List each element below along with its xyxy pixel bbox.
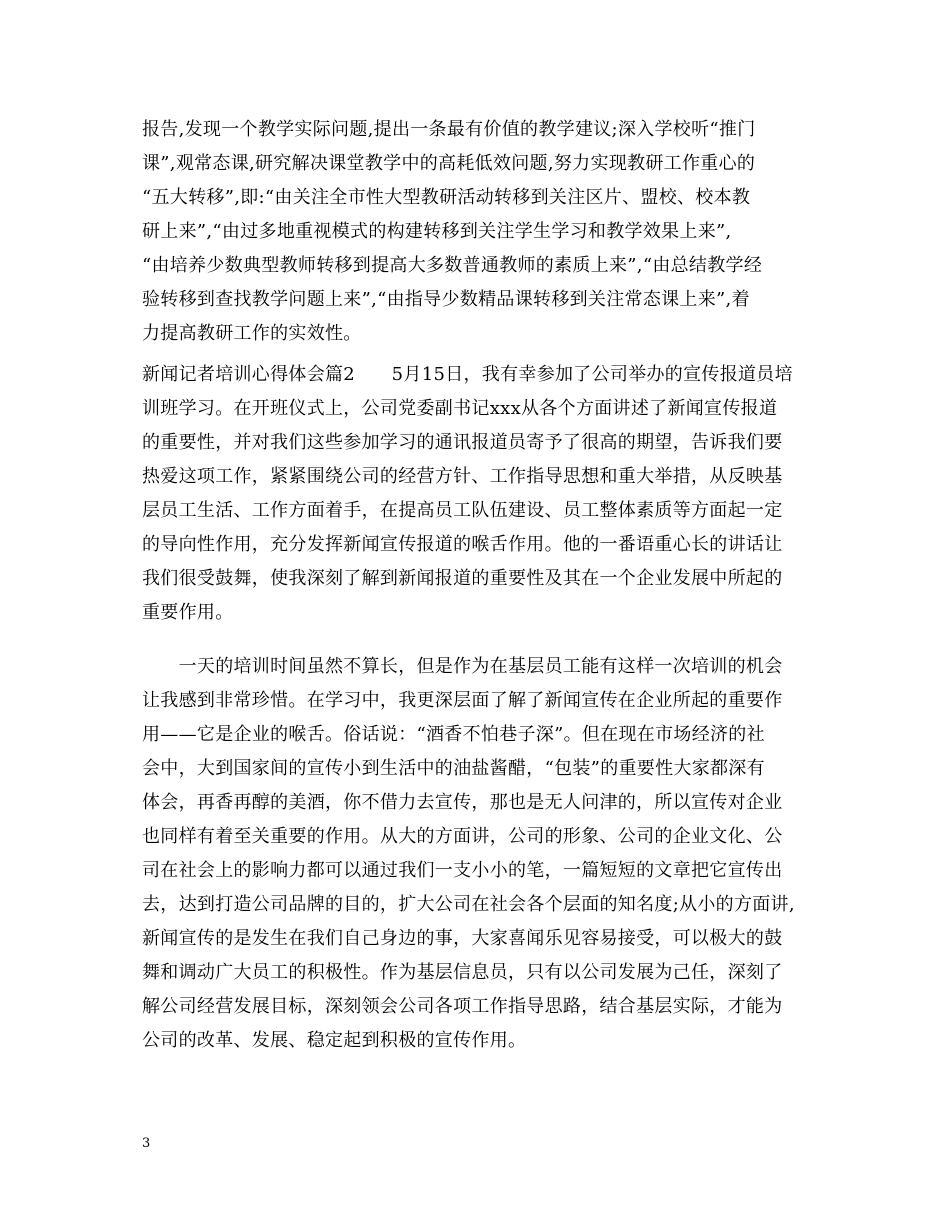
text-line: 重要作用。 — [142, 602, 234, 623]
text-line: 的导向性作用，充分发挥新闻宣传报道的喉舌作用。他的一番语重心长的讲话让 — [142, 534, 783, 555]
text-line: 用——它是企业的喉舌。俗话说：“酒香不怕巷子深”。但在现在市场经济的社 — [142, 724, 765, 745]
text-line: 报告,发现一个教学实际问题,提出一条最有价值的教学建议;深入学校听“推门 — [142, 119, 756, 140]
text-line: 训班学习。在开班仪式上，公司党委副书记xxx从各个方面讲述了新闻宣传报道 — [142, 398, 778, 419]
text-line: 我们很受鼓舞，使我深刻了解到新闻报道的重要性及其在一个企业发展中所起的 — [142, 568, 783, 589]
text-line: 去，达到打造公司品牌的目的，扩大公司在社会各个层面的知名度;从小的方面讲, — [142, 894, 795, 915]
text-line: “由培养少数典型教师转移到提高大多数普通教师的素质上来”,“由总结教学经 — [142, 255, 763, 276]
text-line: 舞和调动广大员工的积极性。作为基层信息员，只有以公司发展为己任，深刻了 — [142, 962, 783, 983]
text-line: 研上来”,“由过多地重视模式的构建转移到关注学生学习和教学效果上来”, — [142, 221, 732, 242]
text-line: 的重要性，并对我们这些参加学习的通讯报道员寄予了很高的期望，告诉我们要 — [142, 432, 783, 453]
paragraph-continuation — [142, 113, 812, 351]
text-line: 解公司经营发展目标，深刻领会公司各项工作指导思路，结合基层实际，才能为 — [142, 996, 783, 1017]
page-number: 3 — [142, 1136, 151, 1151]
text-line: 让我感到非常珍惜。在学习中，我更深层面了解了新闻宣传在企业所起的重要作 — [142, 690, 783, 711]
text-line: 公司的改革、发展、稳定起到积极的宣传作用。 — [142, 1030, 527, 1051]
text-line: 会中，大到国家间的宣传小到生活中的油盐酱醋，“包装”的重要性大家都深有 — [142, 758, 765, 779]
text-line: 力提高教研工作的实效性。 — [142, 323, 362, 344]
text-line: 层员工生活、工作方面着手，在提高员工队伍建设、员工整体素质等方面起一定 — [142, 500, 783, 521]
text-line: 一天的培训时间虽然不算长，但是作为在基层员工能有这样一次培训的机会 — [142, 656, 783, 677]
text-line: 新闻宣传的是发生在我们自己身边的事，大家喜闻乐见容易接受，可以极大的鼓 — [142, 928, 783, 949]
text-line: 验转移到查找教学问题上来”,“由指导少数精品课转移到关注常态课上来”,着 — [142, 289, 750, 310]
paragraph-body — [142, 650, 812, 1058]
text-line: 司在社会上的影响力都可以通过我们一支小小的笔，一篇短短的文章把它宣传出 — [142, 860, 783, 881]
text-line: 热爱这项工作，紧紧围绕公司的经营方针、工作指导思想和重大举措，从反映基 — [142, 466, 783, 487]
text-line: 课”,观常态课,研究解决课堂教学中的高耗低效问题,努力实现教研工作重心的 — [142, 153, 756, 174]
paragraph-section-title — [142, 358, 812, 630]
text-line: 新闻记者培训心得体会篇2 5月15日，我有幸参加了公司举办的宣传报道员培 — [142, 364, 793, 385]
text-line: 体会，再香再醇的美酒，你不借力去宣传，那也是无人问津的，所以宣传对企业 — [142, 792, 783, 813]
text-line: 也同样有着至关重要的作用。从大的方面讲，公司的形象、公司的企业文化、公 — [142, 826, 783, 847]
text-line: “五大转移”,即:“由关注全市性大型教研活动转移到关注区片、盟校、校本教 — [142, 187, 751, 208]
